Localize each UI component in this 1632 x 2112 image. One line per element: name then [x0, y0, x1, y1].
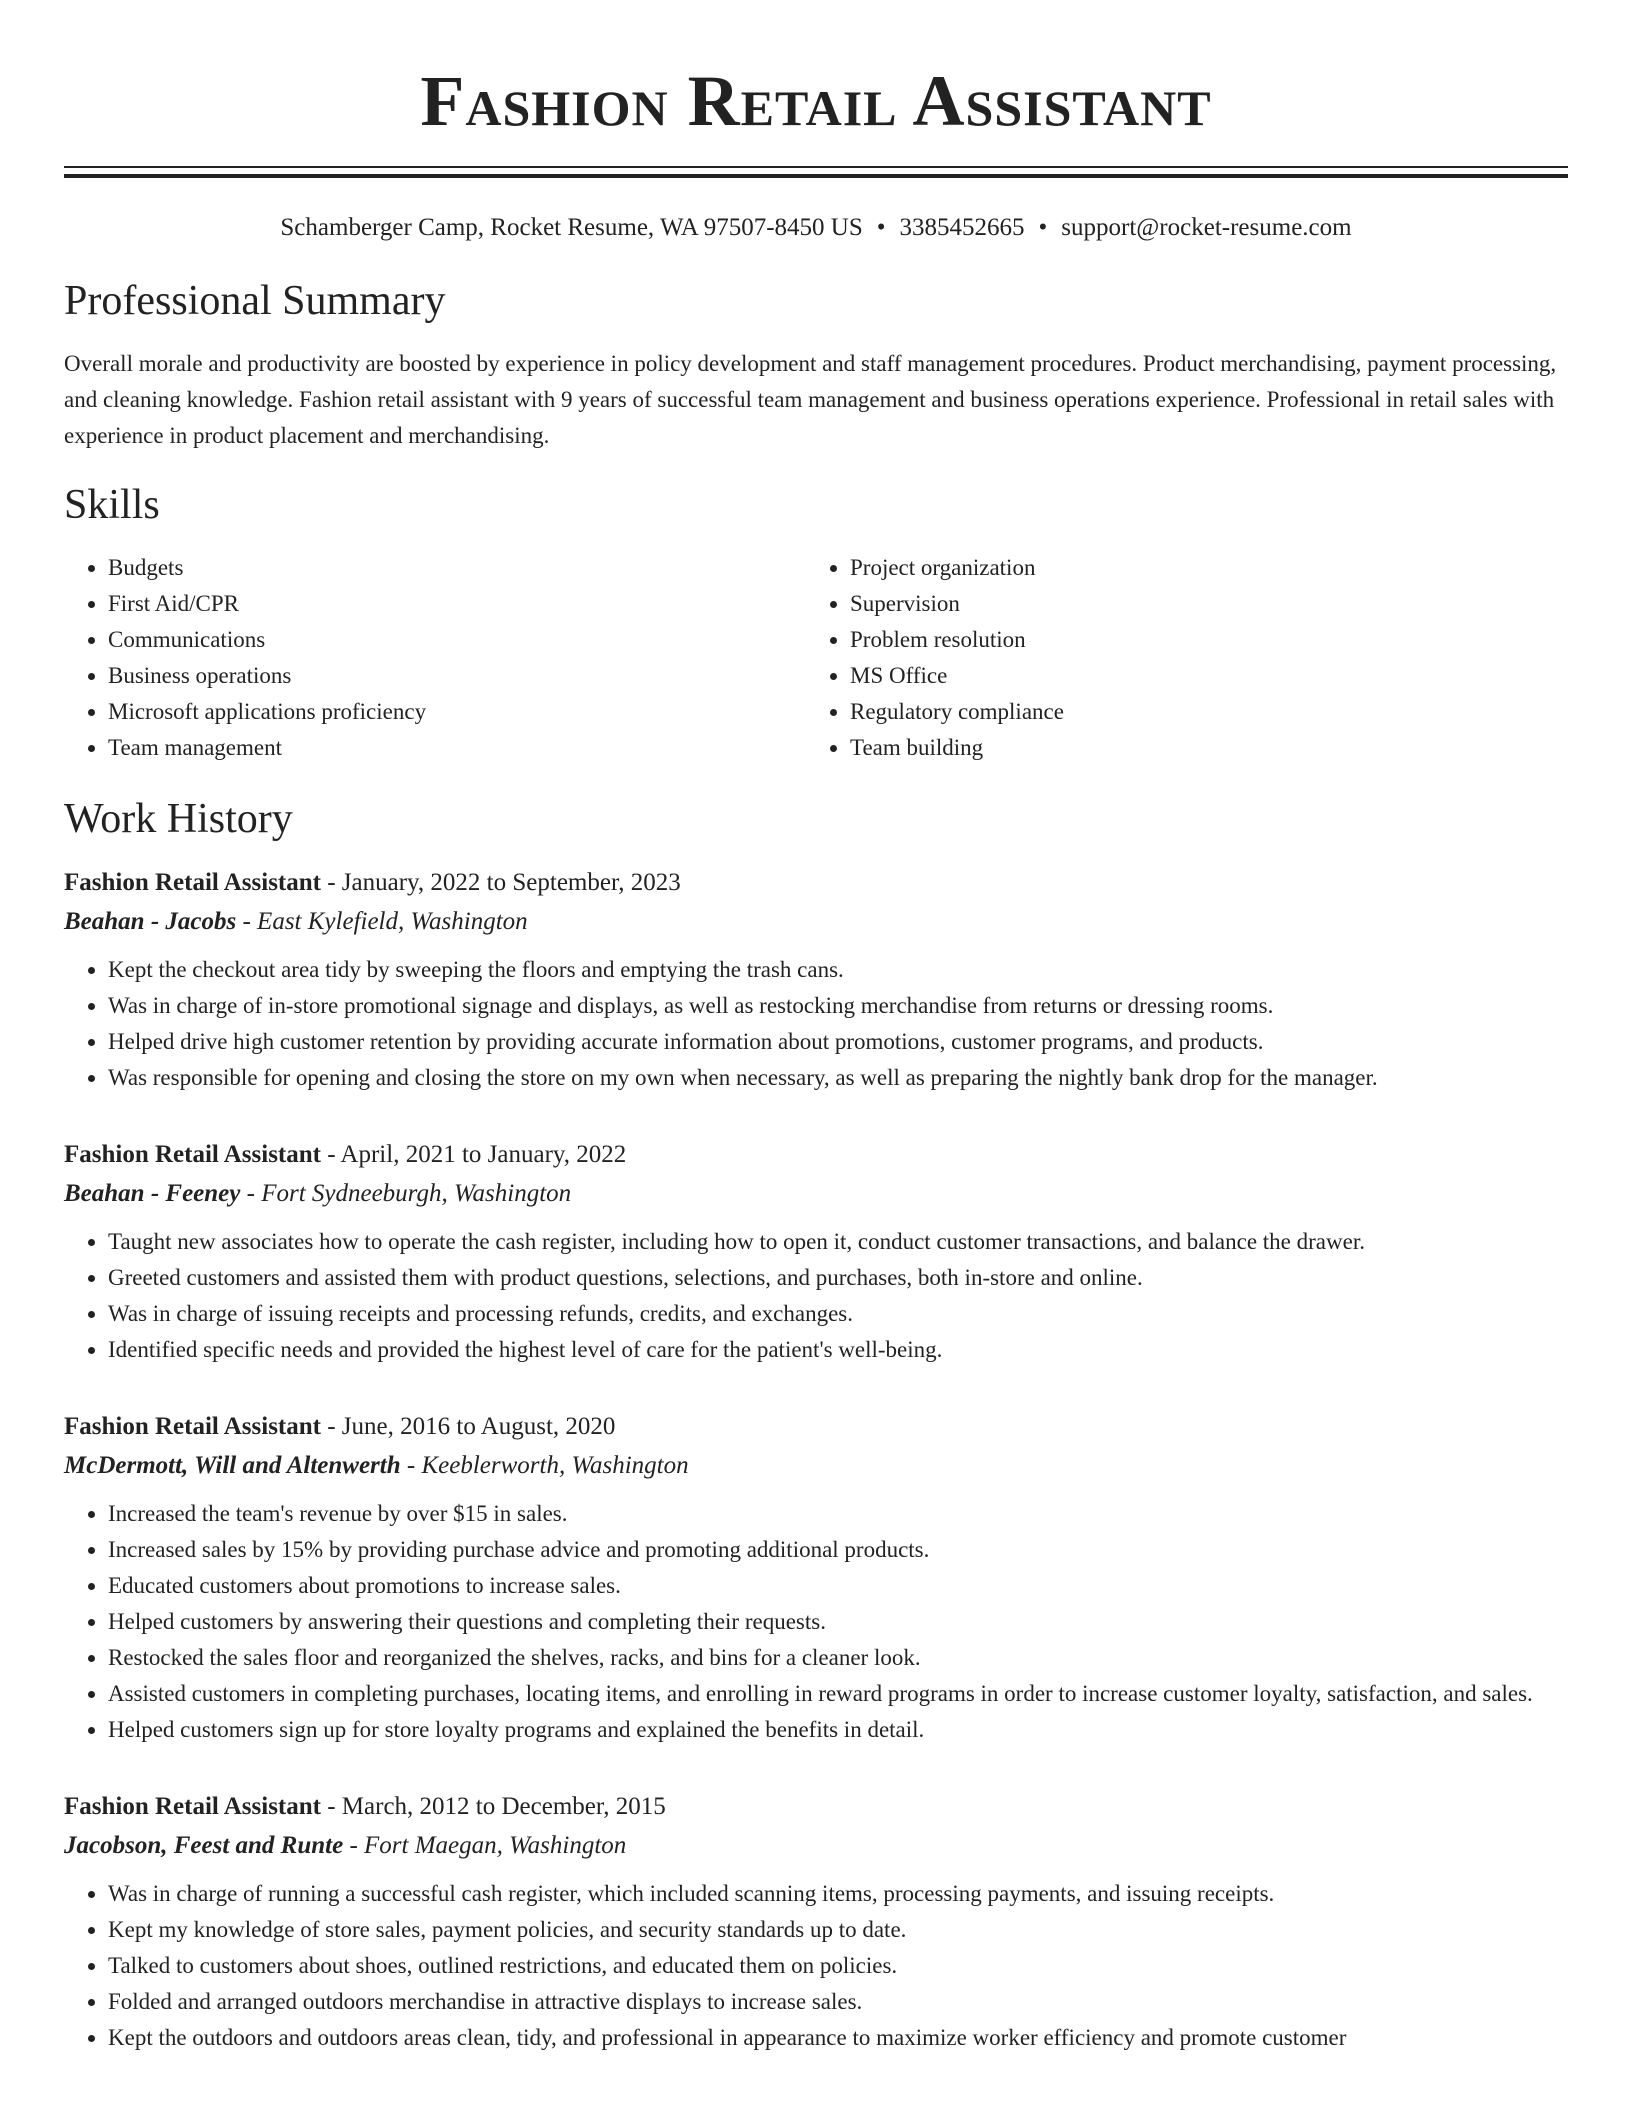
summary-text: Overall morale and productivity are boosted by experience in policy development and staff management procedures. Product merchandising, payment processing, and cleaning knowledge. Fashion retail assistant with 9 years of successful team management and business operations experience. Professional in retail sales with experience in product placement and merchandising. [64, 351, 1557, 448]
skill-item: • MS Office [850, 658, 1548, 694]
job-title-line [64, 1136, 1568, 1174]
job-bullet: • Kept my knowledge of store sales, payment policies, and security standards up to date. [108, 1912, 1568, 1948]
job-title: Fashion Retail Assistant [64, 1793, 321, 1820]
job-dates: - June, 2016 to August, 2020 [320, 1413, 616, 1440]
skill-item: • Microsoft applications proficiency [108, 694, 806, 730]
job-company: Beahan - Feeney [64, 1180, 241, 1207]
job-bullet: • Restocked the sales floor and reorganized the shelves, racks, and bins for a cleaner look. [108, 1640, 1568, 1676]
contact-phone: 3385452665 [899, 214, 1025, 241]
job-location: - Fort Maegan, Washington [343, 1832, 627, 1859]
job-bullet: • Increased sales by 15% by providing purchase advice and promoting additional products. [108, 1532, 1568, 1568]
resume-name: Fashion Retail Assistant [420, 61, 1212, 141]
job-bullets [64, 952, 1568, 1096]
job-bullet: • Folded and arranged outdoors merchandise in attractive displays to increase sales. [108, 1984, 1568, 2020]
job-company-line [64, 1826, 1568, 1866]
job-bullet: • Identified specific needs and provided the highest level of care for the patient's well-being. [108, 1332, 1568, 1368]
job-company: Jacobson, Feest and Runte [64, 1832, 344, 1859]
job-location: - Fort Sydneeburgh, Washington [240, 1180, 572, 1207]
job-entry [64, 1136, 1568, 1368]
job-company-line [64, 1446, 1568, 1486]
skill-item: • Problem resolution [850, 622, 1548, 658]
job-bullet: • Talked to customers about shoes, outlined restrictions, and educated them on policies. [108, 1948, 1568, 1984]
job-bullet: • Kept the checkout area tidy by sweeping the floors and emptying the trash cans. [108, 952, 1568, 988]
job-title: Fashion Retail Assistant [64, 1141, 321, 1168]
job-company: Beahan - Jacobs [64, 908, 237, 935]
work-history-heading: Work History [64, 796, 293, 842]
job-bullet: • Taught new associates how to operate the cash register, including how to open it, conduct customer transactions, and balance the drawer. [108, 1224, 1568, 1260]
skill-item: • Team management [108, 730, 806, 766]
skills-section [64, 480, 1568, 766]
job-bullet: • Was in charge of issuing receipts and processing refunds, credits, and exchanges. [108, 1296, 1568, 1332]
summary-heading: Professional Summary [64, 278, 446, 324]
job-dates: - March, 2012 to December, 2015 [320, 1793, 666, 1820]
skills-left-list [64, 550, 806, 766]
job-bullet: • Was in charge of in-store promotional signage and displays, as well as restocking merchandise from returns or dressing rooms. [108, 988, 1568, 1024]
skills-right-list [806, 550, 1548, 766]
job-dates: - April, 2021 to January, 2022 [320, 1141, 627, 1168]
work-history-section [64, 794, 1568, 2056]
job-company-line [64, 902, 1568, 942]
job-bullet: • Was in charge of running a successful cash register, which included scanning items, processing payments, and issuing receipts. [108, 1876, 1568, 1912]
contact-separator: • [1038, 214, 1048, 241]
job-bullets [64, 1876, 1568, 2056]
job-entry [64, 1408, 1568, 1748]
skills-columns [64, 550, 1568, 766]
job-bullets [64, 1224, 1568, 1368]
job-entry [64, 1788, 1568, 2056]
job-company-line [64, 1174, 1568, 1214]
job-bullet: • Was responsible for opening and closing the store on my own when necessary, as well as preparing the nightly bank drop for the manager. [108, 1060, 1568, 1096]
job-bullet: • Assisted customers in completing purchases, locating items, and enrolling in reward programs in order to increase customer loyalty, satisfaction, and sales. [108, 1676, 1568, 1712]
job-title: Fashion Retail Assistant [64, 1413, 321, 1440]
summary-section [64, 276, 1568, 454]
job-title-line [64, 1408, 1568, 1446]
skill-item: • First Aid/CPR [108, 586, 806, 622]
job-bullet: • Increased the team's revenue by over $15 in sales. [108, 1496, 1568, 1532]
job-location: - Keeblerworth, Washington [400, 1452, 689, 1479]
job-bullet: • Greeted customers and assisted them with product questions, selections, and purchases, both in-store and online. [108, 1260, 1568, 1296]
contact-email: support@rocket-resume.com [1061, 214, 1352, 241]
skills-heading: Skills [64, 482, 160, 528]
skill-item: • Project organization [850, 550, 1548, 586]
skill-item: • Team building [850, 730, 1548, 766]
job-bullet: • Helped customers sign up for store loyalty programs and explained the benefits in detail. [108, 1712, 1568, 1748]
job-bullet: • Helped drive high customer retention by providing accurate information about promotions, customer programs, and products. [108, 1024, 1568, 1060]
job-title-line [64, 1788, 1568, 1826]
contact-line [64, 212, 1568, 244]
skill-item: • Supervision [850, 586, 1548, 622]
job-bullets [64, 1496, 1568, 1748]
job-bullet: • Kept the outdoors and outdoors areas clean, tidy, and professional in appearance to maximize worker efficiency and promote customer [108, 2020, 1568, 2056]
contact-address: Schamberger Camp, Rocket Resume, WA 97507-8450 US [280, 214, 863, 241]
job-location: - East Kylefield, Washington [236, 908, 528, 935]
job-title-line [64, 864, 1568, 902]
contact-separator: • [876, 214, 886, 241]
job-dates: - January, 2022 to September, 2023 [320, 869, 681, 896]
job-company: McDermott, Will and Altenwerth [64, 1452, 401, 1479]
job-entry [64, 864, 1568, 1096]
skill-item: • Communications [108, 622, 806, 658]
header-divider [64, 166, 1568, 178]
job-bullet: • Educated customers about promotions to increase sales. [108, 1568, 1568, 1604]
job-title: Fashion Retail Assistant [64, 869, 321, 896]
resume-page [64, 0, 1568, 2056]
job-bullet: • Helped customers by answering their questions and completing their requests. [108, 1604, 1568, 1640]
skill-item: • Business operations [108, 658, 806, 694]
skill-item: • Budgets [108, 550, 806, 586]
skill-item: • Regulatory compliance [850, 694, 1548, 730]
